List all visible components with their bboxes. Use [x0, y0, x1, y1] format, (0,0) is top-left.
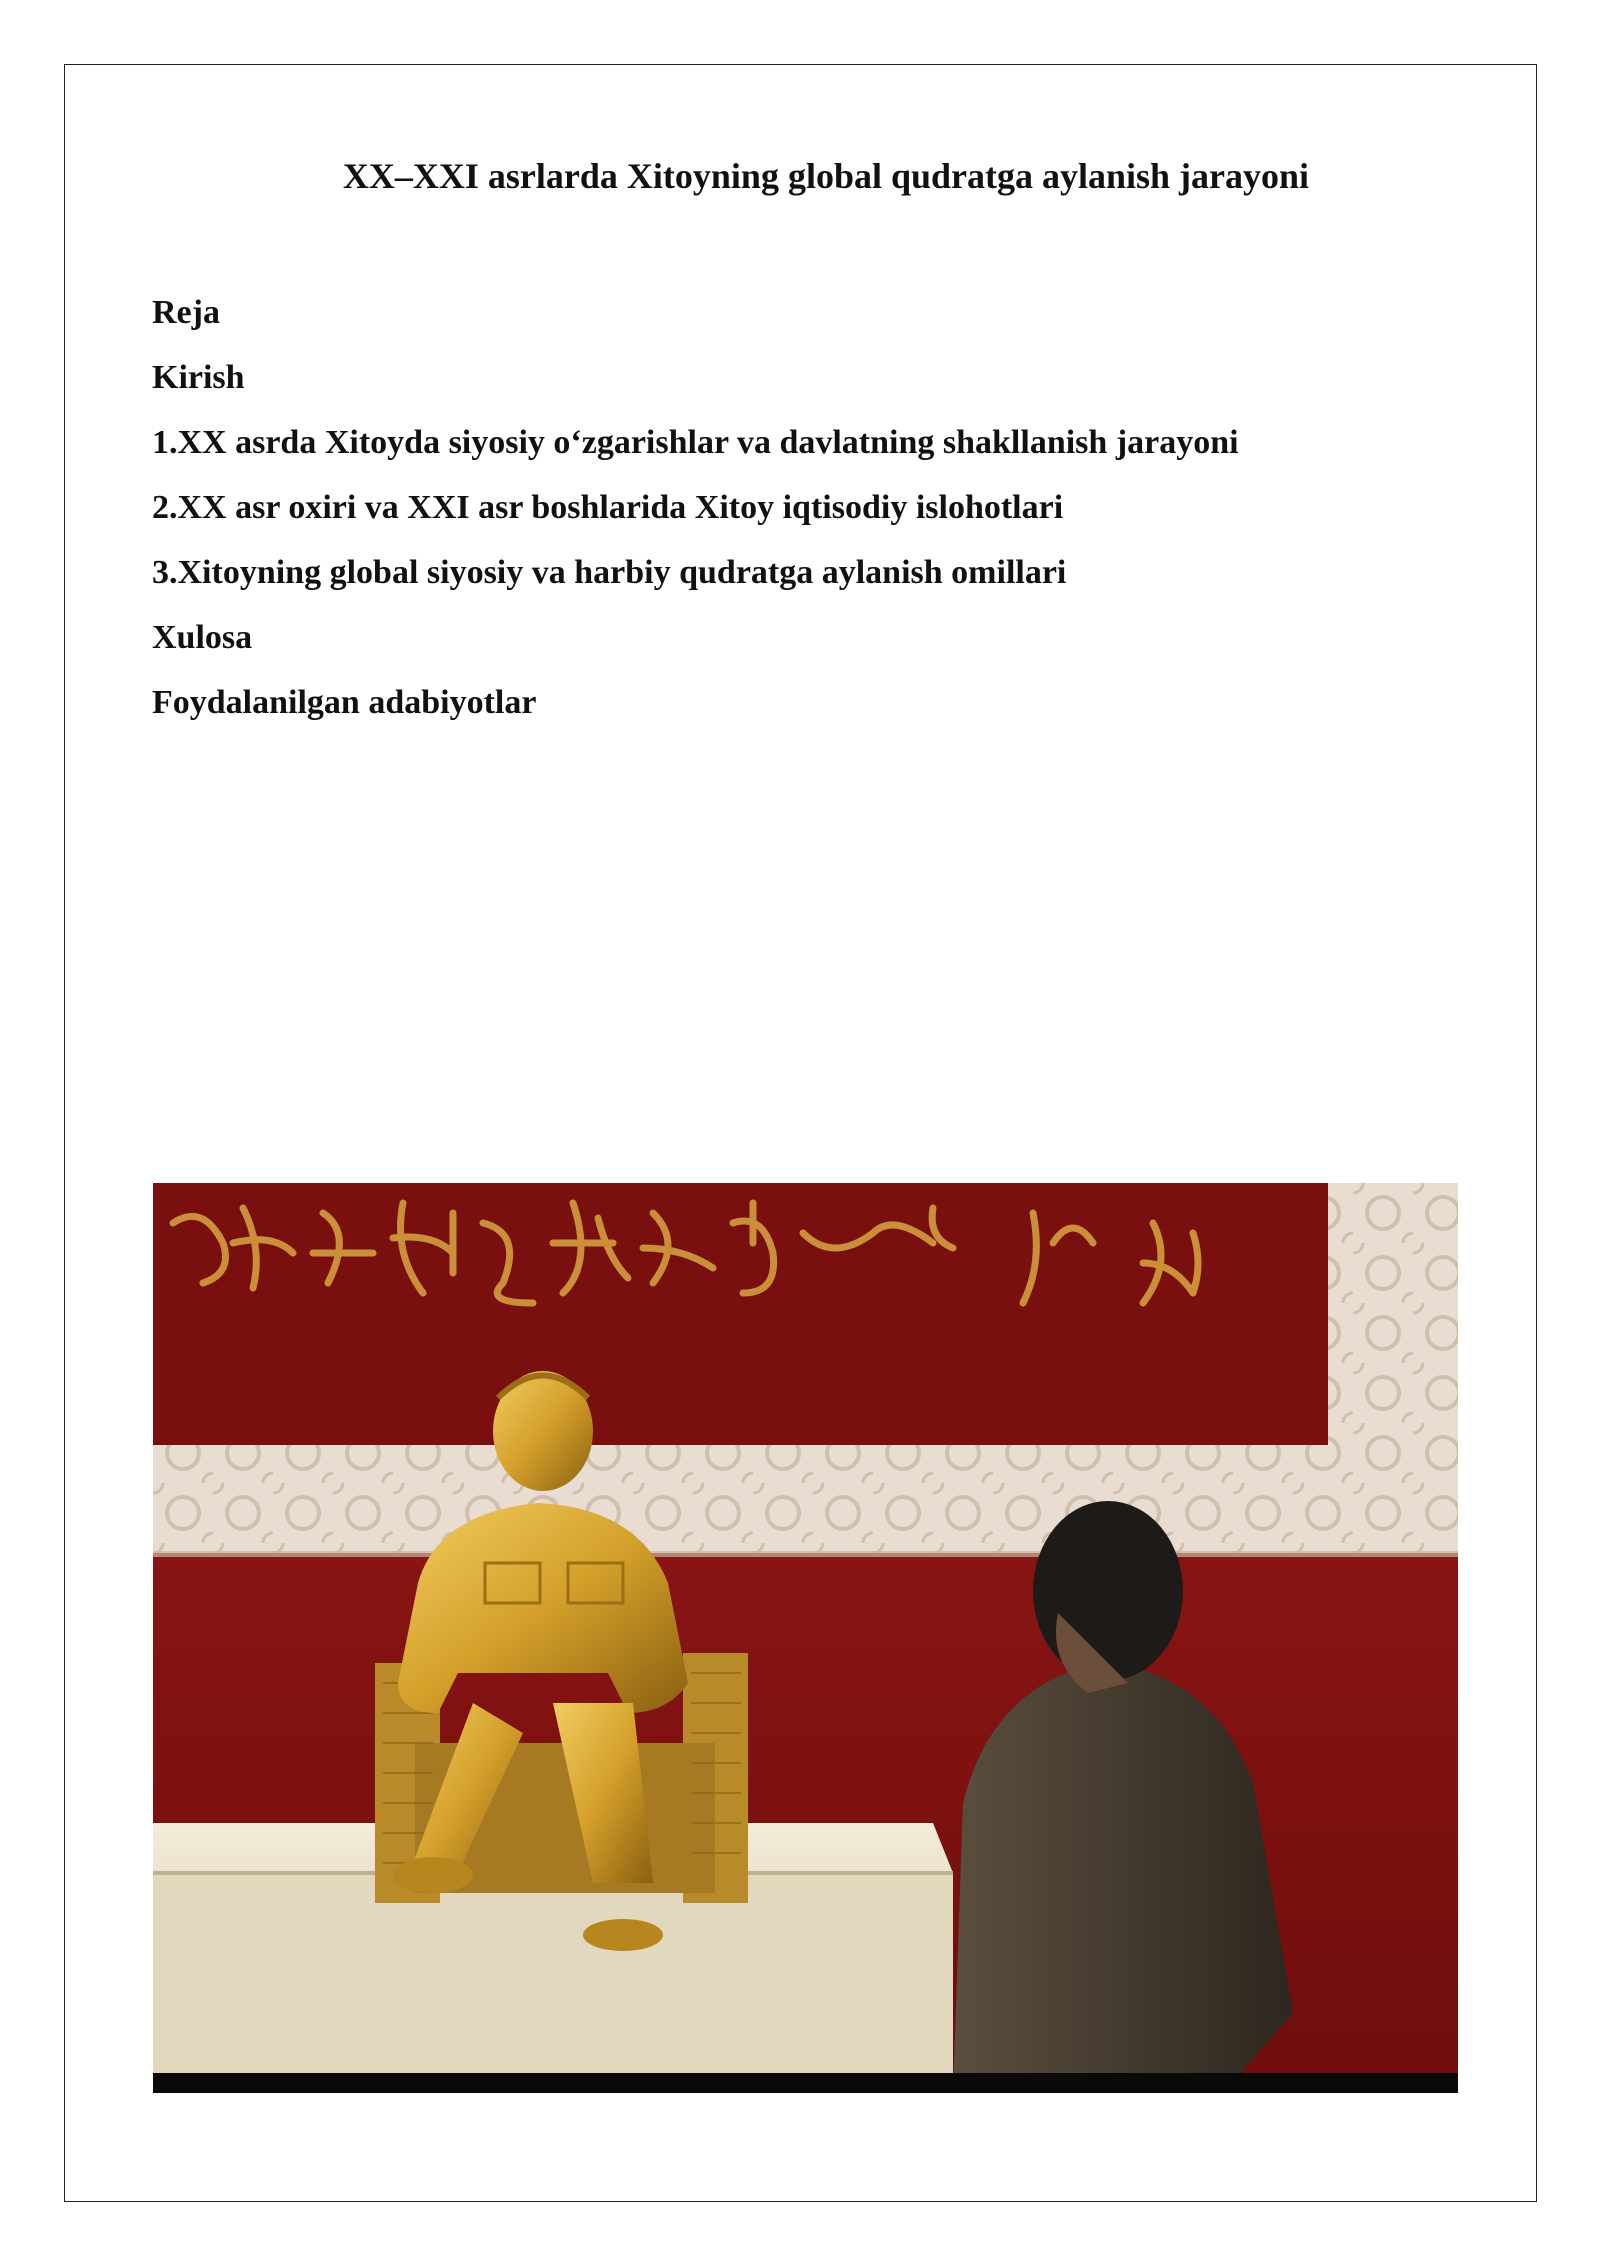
plan-list: [152, 280, 1239, 735]
plan-heading: Reja: [152, 294, 220, 331]
plan-item-conclusion: Xulosa: [152, 619, 253, 656]
golden-statue-photo: [153, 1183, 1458, 2093]
plan-item-references: Foydalanilgan adabiyotlar: [152, 684, 537, 721]
plan-item-introduction: Kirish: [152, 359, 245, 396]
plan-item-chapter-2: 2.XX asr oxiri va XXI asr boshlarida Xitoy iqtisodiy islohotlari: [152, 489, 1064, 526]
plan-item-chapter-1: 1.XX asrda Xitoyda siyosiy o‘zgarishlar va davlatning shakllanish jarayoni: [152, 424, 1239, 461]
document-title: XX–XXI asrlarda Xitoyning global qudratga aylanish jarayoni: [342, 156, 1310, 196]
plan-item-chapter-3: 3.Xitoyning global siyosiy va harbiy qudratga aylanish omillari: [152, 554, 1067, 591]
